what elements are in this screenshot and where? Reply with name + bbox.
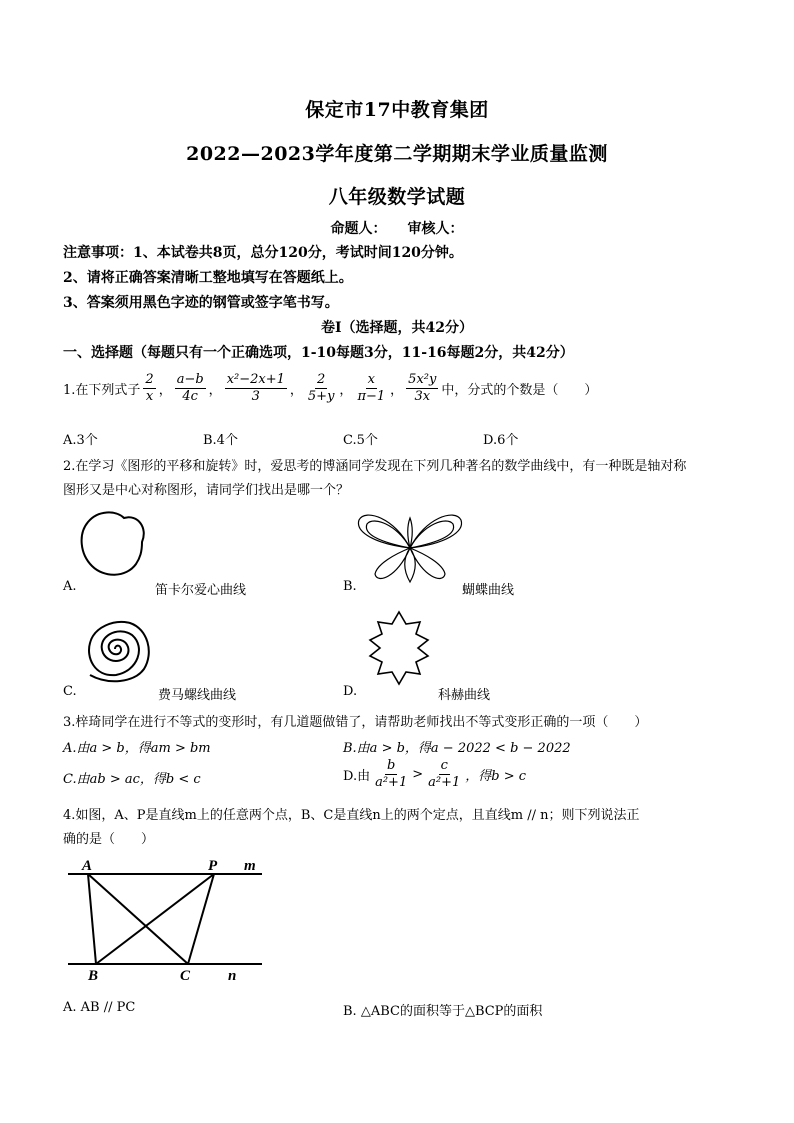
q2-option-b-label: 蝴蝶曲线 [462,583,515,598]
q1-option-b: B.4个 [203,433,238,448]
q3-stem: 3.梓琦同学在进行不等式的变形时，有几道题做错了，请帮助老师找出不等式变形正确的一项（ ） [63,715,648,730]
q1-option-c: C.5个 [343,433,378,448]
segment-pc [188,874,214,964]
point-p-label: P [208,858,218,874]
q3-option-d [343,758,526,792]
q1-fraction-1: $\frac{2}{x}$ [145,372,154,405]
line-m-label: m [244,858,256,874]
q2-line-2: 图形又是中心对称图形，请同学们找出是哪一个？ [63,483,350,498]
note-line-1: 注意事项：1、本试卷共8页，总分120分，考试时间120分钟。 [63,245,463,261]
q3-option-b: B.由a > b，得a − 2022 < b − 2022 [343,741,571,756]
q4-option-a: A. AB // PC [63,1000,136,1015]
q2-option-a-letter: A. [63,579,77,594]
school-title: 保定市17中教育集团 [305,99,489,121]
q1-option-a: A.3个 [63,433,98,448]
koch-snowflake-figure [358,610,440,686]
q4-line-2: 确的是（ ） [63,832,155,847]
q4-line-1: 4.如图，A、P是直线m上的任意两个点，B、C是直线n上的两个定点，且直线m // n；则下列说法正 [63,808,640,823]
segment-ac [88,874,188,964]
q2-option-c-letter: C. [63,684,77,699]
q3-d-suffix: ，得b > c [465,769,527,785]
q1-prefix: 1.在下列式子 [63,383,141,399]
q3-d-fraction-1: $\frac{b}{\text{a²+1}}$ [375,758,408,791]
q1-fraction-2: $\frac{a-b}{4c}$ [176,372,204,405]
parallel-lines-figure [62,852,272,990]
point-b-label: B [88,968,99,984]
point-c-label: C [180,968,191,984]
q3-option-c: C.由ab > ac，得b < c [63,772,201,787]
q2-option-a-label: 笛卡尔爱心曲线 [155,583,247,598]
point-a-label: A [82,858,93,874]
q1-suffix: 中，分式的个数是（ ） [441,383,598,399]
q2-option-c-label: 费马螺线曲线 [158,688,237,703]
q4-option-b: B. △ABC的面积等于△BCP的面积 [343,1004,543,1019]
line-n-label: n [228,968,237,984]
q1-fraction-6: $\frac{\text{5x²y}}{3x}$ [408,372,437,405]
q3-d-fraction-2: $\frac{c}{\text{a²+1}}$ [428,758,461,791]
part-heading: 一、选择题（每题只有一个正确选项，1-10每题3分，11-16每题2分，共42分） [63,345,574,361]
volume-heading: 卷Ⅰ（选择题，共42分） [320,320,474,336]
note-line-3: 3、答案须用黑色字迹的钢管或签字笔书写。 [63,295,339,311]
q2-option-b-letter: B. [343,579,357,594]
segment-pb [96,874,214,964]
question-1-stem: 1.在下列式子 $\frac{2}{x}$ ， $\frac{a-b}{4c}$ ， $\frac{\text{x²−2x+1}}{3}$ ， $\frac{2}{5+y}$ ， $\frac{x}{\pi-1}$ ， $\frac{\text{5x²y}}{3x}$ 中，分式的个数是（ ） [63,372,598,405]
subject-title: 八年级数学试题 [328,186,466,208]
q3-d-gt: > [412,767,424,783]
q2-option-d-label: 科赫曲线 [438,688,491,703]
q3-option-a: A.由a > b，得am > bm [63,741,211,756]
cardioid-figure [76,508,156,580]
term-title: 2022—2023学年度第二学期期末学业质量监测 [186,143,608,165]
q2-option-d-letter: D. [343,684,358,699]
q1-option-d: D.6个 [483,433,519,448]
q1-fraction-4: $\frac{2}{5+y}$ [307,372,335,405]
note-line-2: 2、请将正确答案清晰工整地填写在答题纸上。 [63,270,353,286]
fermat-spiral-figure [74,613,156,685]
segment-ab [88,874,96,964]
butterfly-curve-figure [355,508,465,588]
q2-line-1: 2.在学习《图形的平移和旋转》时，爱思考的博涵同学发现在下列几种著名的数学曲线中，有一种既是轴对称 [63,459,687,474]
q3-d-prefix: D.由 [343,769,371,785]
q1-fraction-3: $\frac{\text{x²−2x+1}}{3}$ [226,372,285,405]
authors-line: 命题人： 审核人： [330,221,464,237]
q1-fraction-5: $\frac{x}{\pi-1}$ [357,372,386,405]
